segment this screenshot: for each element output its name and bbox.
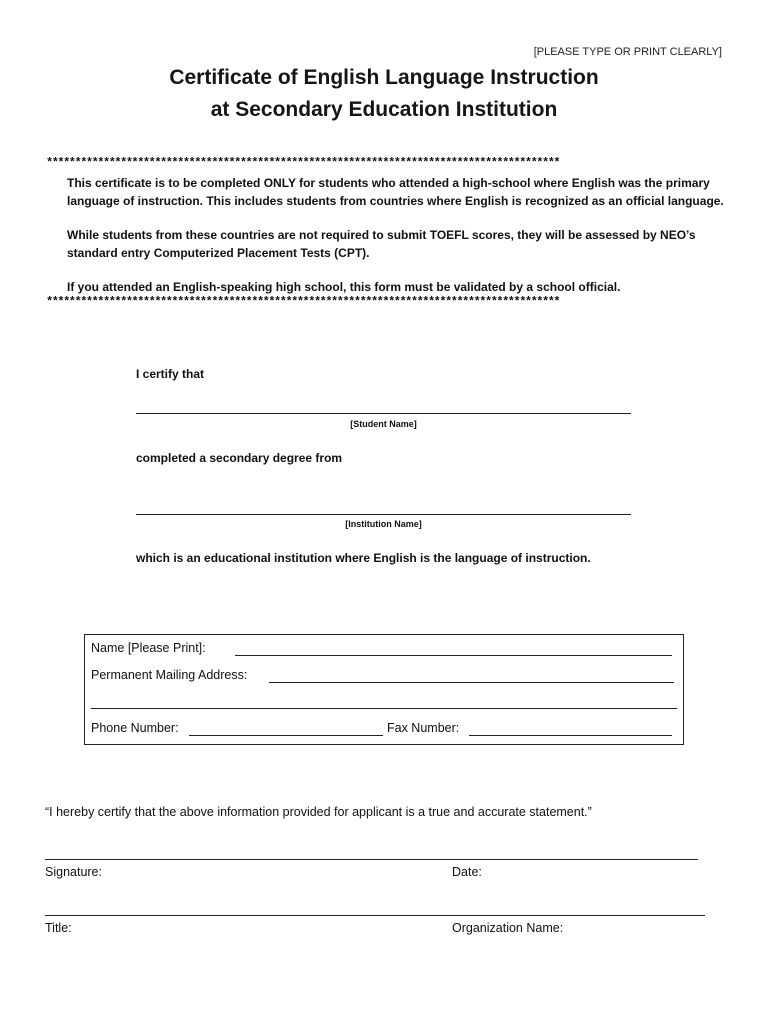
student-name-line[interactable] xyxy=(136,413,631,414)
institution-name-line[interactable] xyxy=(136,514,631,515)
fax-label: Fax Number: xyxy=(387,721,460,735)
intro-paragraph-3: If you attended an English-speaking high school, this form must be validated by a school official. xyxy=(67,280,621,294)
type-or-print-note: [PLEASE TYPE OR PRINT CLEARLY] xyxy=(533,46,722,58)
title-label: Title: xyxy=(45,921,72,935)
english-instruction-text: which is an educational institution where English is the language of instruction. xyxy=(136,551,591,565)
fax-field[interactable] xyxy=(469,735,672,736)
signature-label: Signature: xyxy=(45,865,102,879)
address-field-line-2[interactable] xyxy=(91,708,677,709)
name-label: Name [Please Print]: xyxy=(91,641,206,655)
institution-name-caption: [Institution Name] xyxy=(345,519,422,529)
intro-paragraph-2: While students from these countries are not required to submit TOEFL scores, they will be assessed by NEO’s standard entry Computerized Placement Tests (CPT). xyxy=(67,228,696,260)
address-field-line-1[interactable] xyxy=(269,682,674,683)
asterisk-divider-top: ****************************************************************************************** xyxy=(46,157,560,169)
name-field[interactable] xyxy=(235,655,672,656)
applicant-info-box xyxy=(84,634,684,745)
asterisk-divider-bottom: ****************************************************************************************** xyxy=(46,296,560,308)
address-label: Permanent Mailing Address: xyxy=(91,668,248,682)
signature-date-line[interactable] xyxy=(45,859,698,860)
intro-paragraph-1: This certificate is to be completed ONLY for students who attended a high-school where English was the primary language of instruction. This includes students from countries where English is recognized as an official language. xyxy=(67,176,724,208)
i-certify-text: I certify that xyxy=(136,367,205,381)
certification-statement: “I hereby certify that the above information provided for applicant is a true and accurate statement.” xyxy=(45,805,592,819)
page-title-line-2: at Secondary Education Institution xyxy=(210,98,558,121)
phone-field[interactable] xyxy=(189,735,383,736)
title-organization-line[interactable] xyxy=(45,915,705,916)
page-title-line-1: Certificate of English Language Instruction xyxy=(169,66,599,89)
phone-label: Phone Number: xyxy=(91,721,179,735)
organization-name-label: Organization Name: xyxy=(452,921,564,935)
date-label: Date: xyxy=(452,865,482,879)
completed-degree-text: completed a secondary degree from xyxy=(136,451,343,465)
student-name-caption: [Student Name] xyxy=(350,419,417,429)
